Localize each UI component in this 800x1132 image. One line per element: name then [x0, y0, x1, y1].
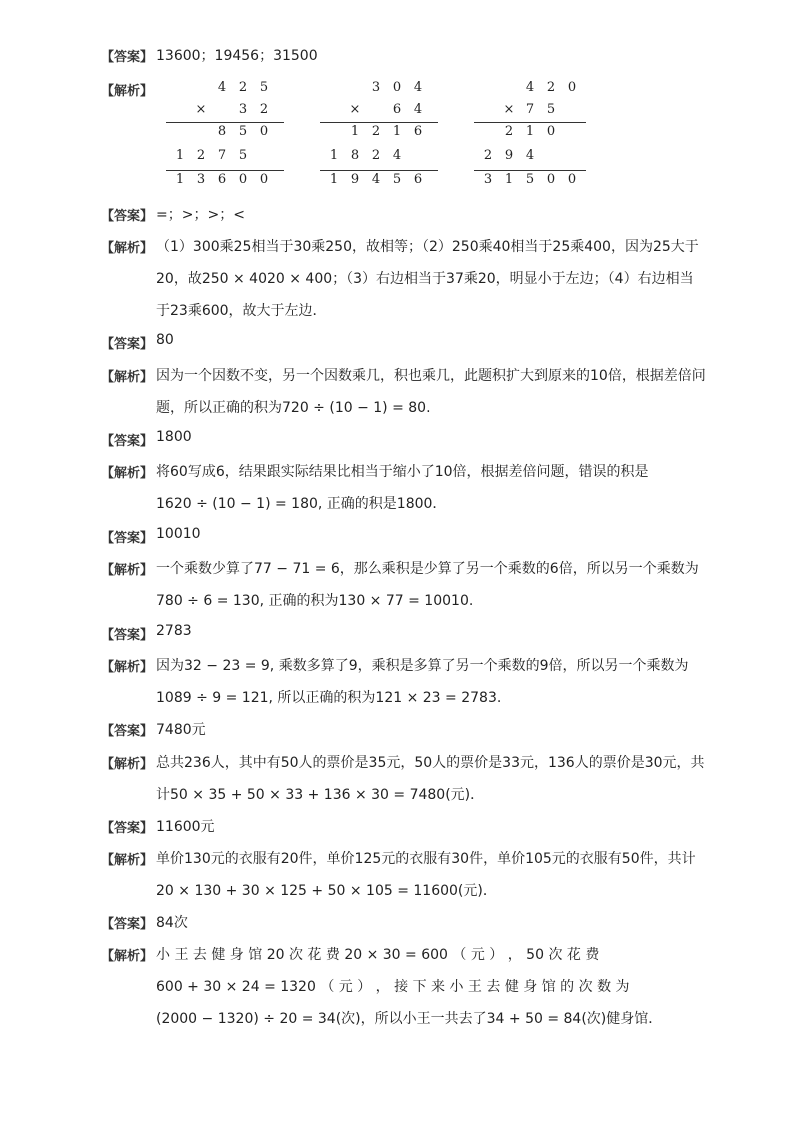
digit: 1: [392, 124, 402, 139]
vertical-multiplication: [474, 76, 592, 194]
digit: 1: [175, 148, 185, 163]
answer-tag: 【答案】: [101, 434, 154, 449]
digit: 5: [238, 148, 248, 163]
analysis-tag: 【解析】: [101, 84, 154, 99]
answer-tag: 【答案】: [101, 821, 154, 836]
digit: 3: [238, 102, 248, 117]
digit: 2: [546, 80, 556, 95]
multiplication-rule: [166, 122, 284, 123]
analysis-line: (2000 − 1320) ÷ 20 = 34(次)，所以小王一共去了34 + 50 = 84(次)健身馆．: [156, 1011, 663, 1027]
digit: 0: [259, 172, 269, 187]
digit: 1: [329, 172, 339, 187]
digit: 6: [413, 172, 423, 187]
multiplication-rule: [474, 122, 586, 123]
digit: 0: [546, 124, 556, 139]
analysis-line: 小 王 去 健 身 馆 20 次 花 费 20 × 30 = 600 （ 元 ） ， 50 次 花 费: [156, 947, 600, 963]
partial-product-row: [320, 124, 438, 142]
analysis-line: 单价130元的衣服有20件，单价125元的衣服有30件，单价105元的衣服有50件，共计: [156, 851, 696, 867]
analysis-line: 1620 ÷ (10 − 1) = 180, 正确的积是1800．: [156, 496, 447, 512]
analysis-tag: 【解析】: [101, 660, 154, 675]
digit: 2: [196, 148, 206, 163]
digit: ×: [503, 102, 515, 117]
answer-value: 7480元: [156, 722, 206, 738]
multiplicand-row: [474, 80, 592, 98]
digit: ×: [349, 102, 361, 117]
partial-product-row: [474, 124, 592, 142]
answer-tag: 【答案】: [101, 628, 154, 643]
answer-value: =；>；>；<: [156, 207, 245, 223]
answer-tag: 【答案】: [101, 531, 154, 546]
digit: 0: [392, 80, 402, 95]
digit: 6: [217, 172, 227, 187]
digit: 5: [259, 80, 269, 95]
analysis-line: （1）300乘25相当于30乘250，故相等；（2）250乘40相当于25乘400，因为25大于: [156, 239, 699, 255]
digit: 5: [392, 172, 402, 187]
analysis-line: 将60写成6，结果跟实际结果比相当于缩小了10倍，根据差倍问题，错误的积是: [156, 464, 649, 480]
answer-tag: 【答案】: [101, 337, 154, 352]
analysis-line: 780 ÷ 6 = 130, 正确的积为130 × 77 = 10010.: [156, 593, 474, 609]
digit: 8: [217, 124, 227, 139]
analysis-line: 题，所以正确的积为720 ÷ (10 − 1) = 80.: [156, 400, 431, 416]
digit: 2: [371, 148, 381, 163]
answer-tag: 【答案】: [101, 917, 154, 932]
multiplier-row: [320, 102, 438, 120]
analysis-line: 计50 × 35 + 50 × 33 + 136 × 30 = 7480(元)．: [156, 787, 485, 803]
answer-tag: 【答案】: [101, 209, 154, 224]
sum-rule: [166, 170, 284, 171]
partial-product-row: [166, 124, 284, 142]
analysis-line: 一个乘数少算了77 − 71 = 6，那么乘积是少算了另一个乘数的6倍，所以另一个乘数为: [156, 561, 699, 577]
analysis-line: 于23乘600，故大于左边．: [156, 303, 327, 319]
sum-rule: [474, 170, 586, 171]
analysis-line: 因为一个因数不变，另一个因数乘几，积也乘几，此题积扩大到原来的10倍，根据差倍问: [156, 368, 706, 384]
analysis-tag: 【解析】: [101, 949, 154, 964]
digit: 9: [350, 172, 360, 187]
digit: 8: [350, 148, 360, 163]
digit: 1: [504, 172, 514, 187]
analysis-tag: 【解析】: [101, 241, 154, 256]
digit: 4: [371, 172, 381, 187]
digit: 1: [350, 124, 360, 139]
analysis-line: 20 × 130 + 30 × 125 + 50 × 105 = 11600(元)．: [156, 883, 497, 899]
digit: 0: [238, 172, 248, 187]
answer-tag: 【答案】: [101, 50, 154, 65]
digit: 5: [238, 124, 248, 139]
digit: 0: [259, 124, 269, 139]
digit: 3: [371, 80, 381, 95]
digit: 6: [413, 124, 423, 139]
digit: 2: [259, 102, 269, 117]
partial-product-row: [320, 148, 438, 166]
analysis-tag: 【解析】: [101, 563, 154, 578]
analysis-line: 600 + 30 × 24 = 1320 （ 元 ） ， 接 下 来 小 王 去 健 身 馆 的 次 数 为: [156, 979, 630, 995]
answer-value: 10010: [156, 526, 201, 542]
product-row: [474, 172, 592, 190]
digit: 0: [546, 172, 556, 187]
digit: 4: [392, 148, 402, 163]
digit: 0: [567, 172, 577, 187]
digit: 3: [196, 172, 206, 187]
digit: 5: [546, 102, 556, 117]
digit: 4: [413, 80, 423, 95]
digit: 5: [525, 172, 535, 187]
analysis-tag: 【解析】: [101, 853, 154, 868]
multiplier-row: [166, 102, 284, 120]
partial-product-row: [166, 148, 284, 166]
analysis-tag: 【解析】: [101, 757, 154, 772]
multiplication-rule: [320, 122, 438, 123]
digit: 7: [217, 148, 227, 163]
multiplier-row: [474, 102, 592, 120]
digit: 1: [525, 124, 535, 139]
digit: 7: [525, 102, 535, 117]
digit: 1: [175, 172, 185, 187]
partial-product-row: [474, 148, 592, 166]
analysis-tag: 【解析】: [101, 466, 154, 481]
analysis-tag: 【解析】: [101, 370, 154, 385]
digit: 2: [504, 124, 514, 139]
digit: 4: [525, 148, 535, 163]
answer-value: 80: [156, 332, 174, 348]
digit: 4: [413, 102, 423, 117]
digit: 6: [392, 102, 402, 117]
digit: 4: [525, 80, 535, 95]
answer-value: 84次: [156, 915, 188, 931]
digit: 1: [329, 148, 339, 163]
digit: 2: [238, 80, 248, 95]
product-row: [166, 172, 284, 190]
answer-tag: 【答案】: [101, 724, 154, 739]
digit: 0: [567, 80, 577, 95]
digit: ×: [195, 102, 207, 117]
analysis-line: 因为32 − 23 = 9, 乘数多算了9，乘积是多算了另一个乘数的9倍，所以另一个乘数为: [156, 658, 689, 674]
digit: 3: [483, 172, 493, 187]
analysis-line: 1089 ÷ 9 = 121, 所以正确的积为121 × 23 = 2783.: [156, 690, 502, 706]
product-row: [320, 172, 438, 190]
analysis-line: 20，故250 × 4020 × 400；（3）右边相当于37乘20，明显小于左边；（4）右边相当: [156, 271, 694, 287]
answer-value: 1800: [156, 429, 192, 445]
digit: 2: [483, 148, 493, 163]
analysis-line: 总共236人，其中有50人的票价是35元，50人的票价是33元，136人的票价是30元，共: [156, 755, 705, 771]
vertical-multiplication: [166, 76, 284, 194]
answer-value: 11600元: [156, 819, 215, 835]
digit: 9: [504, 148, 514, 163]
multiplicand-row: [166, 80, 284, 98]
vertical-multiplication: [320, 76, 438, 194]
digit: 2: [371, 124, 381, 139]
digit: 4: [217, 80, 227, 95]
sum-rule: [320, 170, 438, 171]
answer-value: 2783: [156, 623, 192, 639]
answer-value: 13600；19456；31500: [156, 48, 318, 64]
multiplicand-row: [320, 80, 438, 98]
